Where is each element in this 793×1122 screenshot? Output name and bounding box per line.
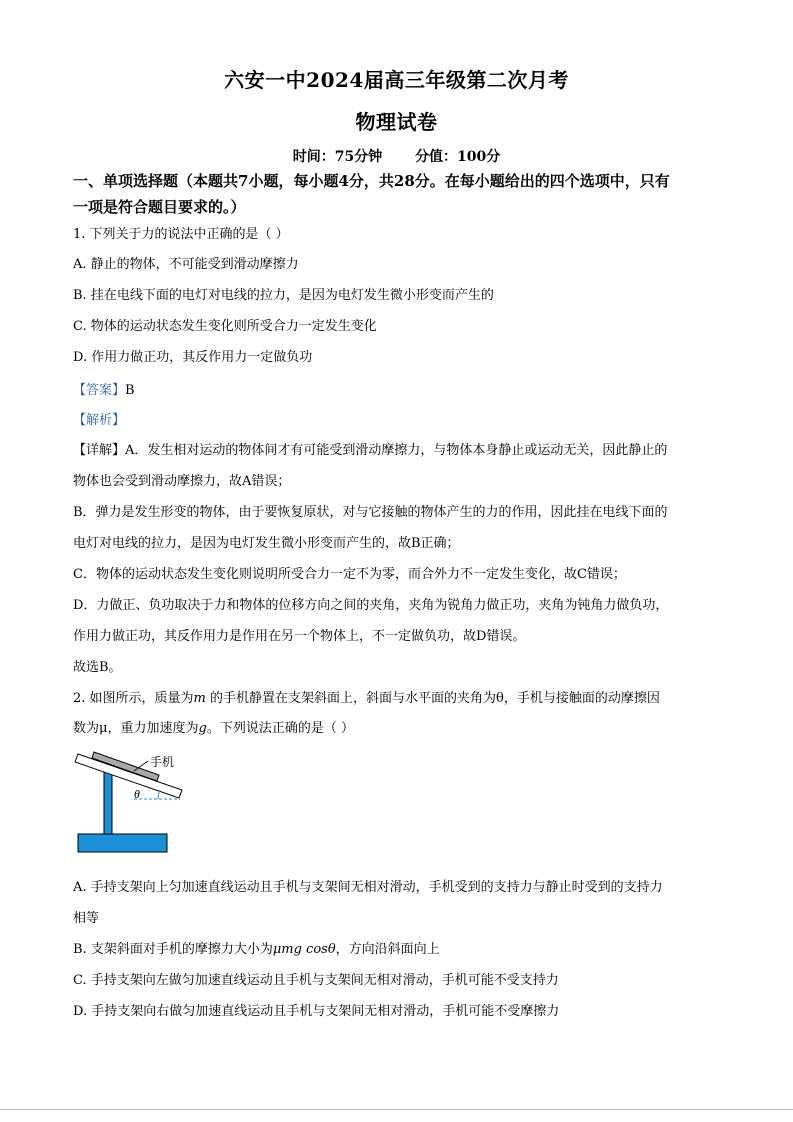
section-heading	[73, 168, 733, 220]
q1-answer	[73, 382, 733, 400]
q1-stem: 1. 下列关于力的说法中正确的是（ ）	[73, 227, 289, 242]
analysis-tag: 【解析】	[73, 413, 126, 428]
var-g: g	[198, 721, 207, 736]
var-mu: μ	[99, 721, 108, 736]
q2-option-b	[73, 941, 733, 959]
exam-meta	[0, 146, 793, 166]
q2-option-b-text: ，方向沿斜面向上	[335, 942, 440, 957]
q2-stem-line2	[73, 720, 733, 738]
q2-option-a: A. 手持支架向上匀加速直线运动且手机与支架间无相对滑动，手机受到的支持力与静止时受到的支持力	[73, 880, 663, 895]
q1-explanation-line: 作用力做正功，其反作用力是作用在另一个物体上，不一定做负功，故D错误。	[73, 629, 526, 644]
q1-explanation-line: D．力做正、负功取决于力和物体的位移方向之间的夹角，夹角为锐角力做正功，夹角为钝角力做负功，	[73, 598, 669, 613]
q2-stem-text: 2. 如图所示，质量为	[73, 691, 194, 706]
page-bottom-rule	[0, 1109, 793, 1110]
q2-option-c: C. 手持支架向左做匀加速直线运动且手机与支架间无相对滑动，手机可能不受支持力	[73, 973, 559, 988]
q2-stem-line1	[73, 690, 733, 708]
q2-stem-text: ，手机与接触面的动摩擦因	[503, 691, 660, 706]
phone-stand-figure	[72, 748, 192, 858]
detail-tag: 【详解】	[73, 443, 126, 458]
q2-stem-text: ，重力加速度为	[107, 721, 199, 736]
figure-label-phone: 手机	[150, 755, 175, 769]
q2-stem-text: 。下列说法正确的是（ ）	[206, 721, 354, 736]
q2-option-a-cont: 相等	[73, 911, 100, 926]
q1-option-a: A. 静止的物体，不可能受到滑动摩擦力	[73, 257, 299, 272]
q2-option-b-text: B. 支架斜面对手机的摩擦力大小为	[73, 942, 273, 957]
section-heading-line1: 一、单项选择题（本题共7小题，每小题4分，共28分。在每小题给出的四个选项中，只有	[73, 172, 670, 190]
exam-title: 六安一中2024届高三年级第二次月考	[224, 68, 569, 92]
q2-option-d: D. 手持支架向右做匀加速直线运动且手机与支架间无相对滑动，手机可能不受摩擦力	[73, 1004, 560, 1019]
exam-score: 分值：100分	[415, 149, 501, 165]
q1-explanation-line	[73, 442, 733, 460]
q1-option-c: C. 物体的运动状态发生变化则所受合力一定发生变化	[73, 319, 377, 334]
answer-value: B	[125, 383, 135, 398]
q1-option-d: D. 作用力做正功，其反作用力一定做负功	[73, 350, 313, 365]
var-m: m	[193, 691, 206, 706]
answer-tag: 【答案】	[73, 383, 126, 398]
exam-time: 时间：75分钟	[292, 149, 383, 165]
q1-option-b: B. 挂在电线下面的电灯对电线的拉力，是因为电灯发生微小形变而产生的	[73, 288, 494, 303]
stand-pole	[104, 770, 112, 834]
friction-expression: μmg cosθ	[272, 942, 336, 957]
section-heading-line2: 一项是符合题目要求的。）	[73, 198, 246, 216]
figure-label-angle: θ	[134, 787, 140, 801]
explanation-text: A．发生相对运动的物体间才有可能受到滑动摩擦力，与物体本身静止或运动无关，因此静止的	[125, 443, 668, 458]
stand-base	[78, 834, 167, 852]
q1-explanation-line: 电灯对电线的拉力，是因为电灯发生微小形变而产生的，故B正确；	[73, 536, 460, 551]
exam-subtitle: 物理试卷	[355, 110, 438, 134]
q1-explanation-line: C．物体的运动状态发生变化则说明所受合力一定不为零，而合外力不一定发生变化，故C错误；	[73, 567, 626, 582]
q1-explanation-line: B．弹力是发生形变的物体，由于要恢复原状，对与它接触的物体产生的力的作用，因此挂在电线下面的	[73, 505, 668, 520]
q1-explanation-line: 物体也会受到滑动摩擦力，故A错误；	[73, 474, 291, 489]
var-theta: θ	[496, 691, 504, 706]
q1-conclusion: 故选B。	[73, 660, 122, 675]
q2-stem-text: 数为	[73, 721, 100, 736]
q2-stem-text: 的手机静置在支架斜面上，斜面与水平面的夹角为	[210, 691, 497, 706]
